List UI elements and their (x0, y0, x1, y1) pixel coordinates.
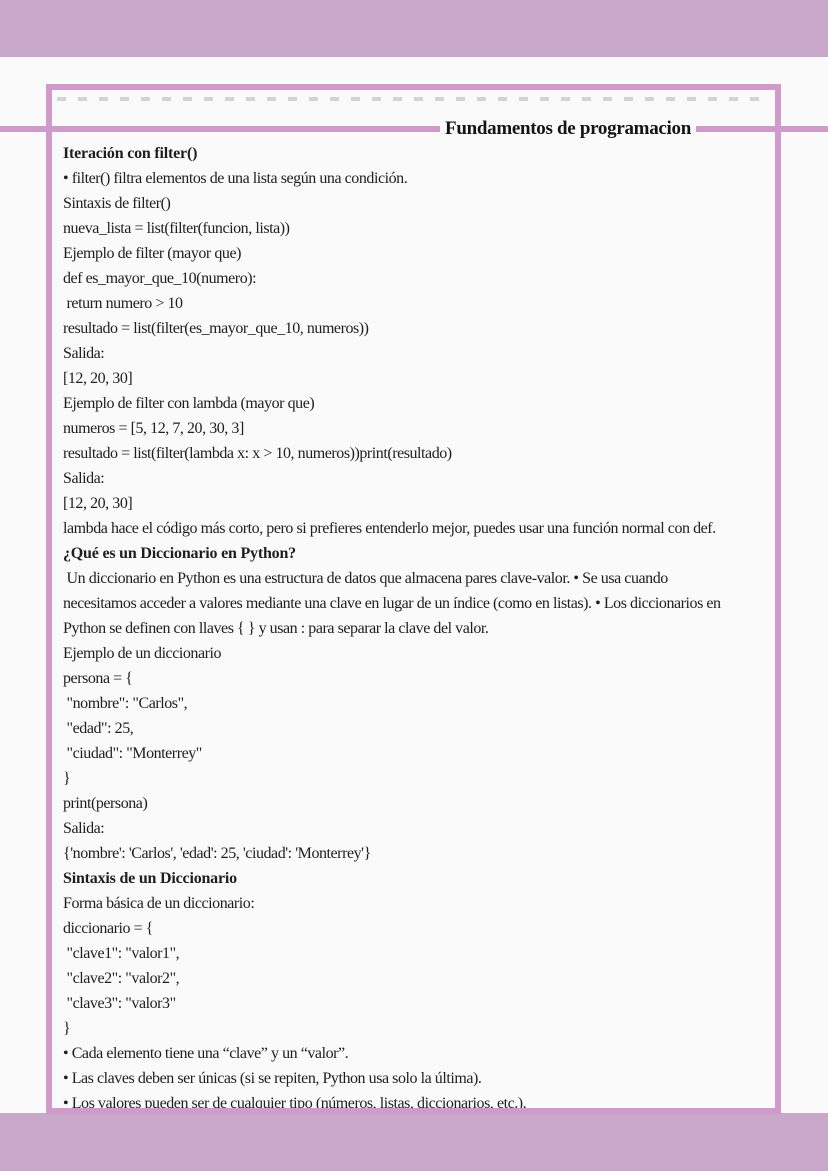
text-line: numeros = [5, 12, 7, 20, 30, 3] (63, 420, 244, 437)
text-line: "clave1": "valor1", (63, 945, 180, 962)
text-line: Iteración con filter() (63, 145, 198, 162)
text-line: "nombre": "Carlos", (63, 695, 188, 712)
text-line: Ejemplo de filter con lambda (mayor que) (63, 395, 315, 412)
text-line: Sintaxis de un Diccionario (63, 870, 237, 887)
text-line: ¿Qué es un Diccionario en Python? (63, 545, 296, 562)
page-title: Fundamentos de programacion (440, 112, 696, 146)
text-line: necesitamos acceder a valores mediante una clave en lugar de un índice (como en listas). • Los diccionarios en (63, 595, 721, 612)
text-line: Python se definen con llaves { } y usan : para separar la clave del valor. (63, 620, 489, 637)
text-line: • filter() filtra elementos de una lista según una condición. (63, 170, 408, 187)
text-line: [12, 20, 30] (63, 495, 133, 512)
text-line: "edad": 25, (63, 720, 134, 737)
text-line: persona = { (63, 670, 133, 687)
text-line: "clave2": "valor2", (63, 970, 180, 987)
text-line: [12, 20, 30] (63, 370, 133, 387)
title-rule-line (0, 126, 828, 132)
text-line: resultado = list(filter(lambda x: x > 10, numeros))print(resultado) (63, 445, 452, 462)
text-line: Forma básica de un diccionario: (63, 895, 255, 912)
text-line: • Las claves deben ser únicas (si se repiten, Python usa solo la última). (63, 1070, 482, 1087)
page-border-frame (46, 84, 781, 1114)
text-line: resultado = list(filter(es_mayor_que_10, numeros)) (63, 320, 369, 337)
text-line: def es_mayor_que_10(numero): (63, 270, 257, 287)
text-line: Ejemplo de un diccionario (63, 645, 222, 662)
top-decorative-band (0, 0, 828, 57)
text-line: Salida: (63, 820, 105, 837)
text-line: Un diccionario en Python es una estructura de datos que almacena pares clave-valor. • Se usa cuando (63, 570, 668, 587)
text-line: "ciudad": "Monterrey" (63, 745, 202, 762)
text-line: • Los valores pueden ser de cualquier tipo (números, listas, diccionarios, etc.). (63, 1095, 527, 1112)
text-line: } (63, 1020, 71, 1037)
bottom-decorative-band (0, 1113, 828, 1171)
text-line: "clave3": "valor3" (63, 995, 176, 1012)
text-line: } (63, 770, 71, 787)
text-line: Salida: (63, 345, 105, 362)
text-line: {'nombre': 'Carlos', 'edad': 25, 'ciudad': 'Monterrey'} (63, 845, 371, 862)
text-line: • Cada elemento tiene una “clave” y un “valor”. (63, 1045, 349, 1062)
text-line: nueva_lista = list(filter(funcion, lista)) (63, 220, 290, 237)
text-line: return numero > 10 (63, 295, 183, 312)
text-line: Sintaxis de filter() (63, 195, 171, 212)
text-line: Ejemplo de filter (mayor que) (63, 245, 241, 262)
text-line: print(persona) (63, 795, 148, 812)
text-line: diccionario = { (63, 920, 153, 937)
text-line: Salida: (63, 470, 105, 487)
text-line: lambda hace el código más corto, pero si prefieres entenderlo mejor, puedes usar una función normal con def. (63, 520, 716, 537)
